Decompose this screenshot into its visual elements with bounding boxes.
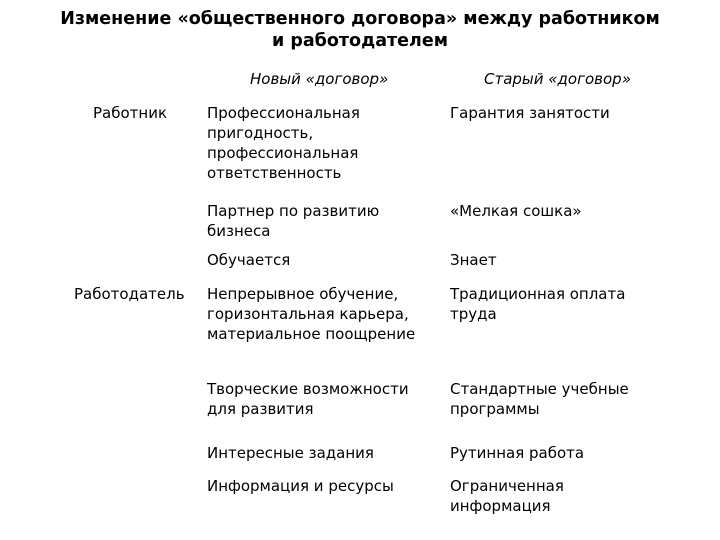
employee-new-2: Партнер по развитию бизнеса	[207, 202, 380, 240]
employer-new-3: Интересные задания	[207, 444, 374, 462]
employer-old-1: Традиционная оплата труда	[450, 285, 626, 323]
slide-title	[0, 8, 720, 52]
row-label-employee: Работник	[93, 104, 168, 122]
employee-new-1: Профессиональная пригодность, профессиональная ответственность	[207, 104, 360, 182]
employee-old-3: Знает	[450, 251, 497, 269]
employer-new-2: Творческие возможности для развития	[207, 380, 409, 418]
employer-old-3: Рутинная работа	[450, 444, 585, 462]
employer-new-1: Непрерывное обучение, горизонтальная карьера, материальное поощрение	[207, 285, 416, 343]
employee-old-1: Гарантия занятости	[450, 104, 610, 122]
employer-old-4: Ограниченная информация	[450, 477, 564, 515]
row-label-employer: Работодатель	[74, 285, 185, 303]
title-line-2: и работодателем	[271, 31, 449, 51]
employee-old-2: «Мелкая сошка»	[450, 202, 582, 220]
employee-new-3: Обучается	[207, 251, 291, 269]
title-line-1: Изменение «общественного договора» между работником	[60, 9, 660, 29]
employer-new-4: Информация и ресурсы	[207, 477, 394, 495]
column-header-new: Новый «договор»	[250, 70, 389, 88]
employer-old-2: Стандартные учебные программы	[450, 380, 629, 418]
column-header-old: Старый «договор»	[484, 70, 631, 88]
